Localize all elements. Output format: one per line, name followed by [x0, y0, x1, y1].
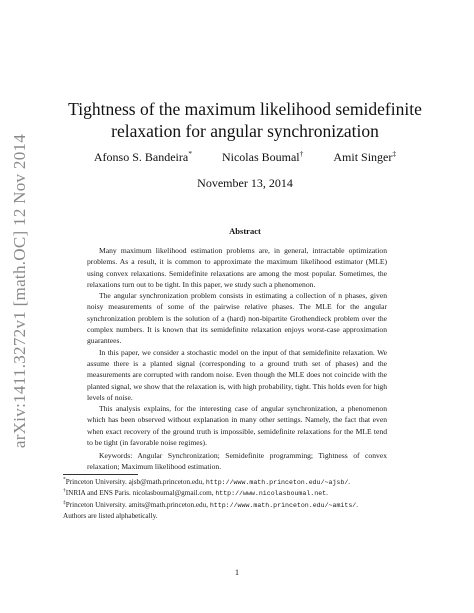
footnote: *Princeton University. ajsb@math.princeton.edu, http://www.math.princeton.edu/~ajsb/. — [63, 476, 351, 486]
paper-date: November 13, 2014 — [197, 176, 293, 190]
author-footnote-mark: ‡ — [392, 149, 397, 158]
abstract-heading: Abstract — [229, 226, 261, 236]
author-footnote-mark: * — [188, 149, 192, 158]
author-footnote-mark: † — [299, 149, 304, 158]
abstract-paragraph: This analysis explains, for the interesting case of angular synchronization, a phenomenon which has been observed without explanation in many other settings. Namely, the fact that even when exact recovery of the ground truth is impossible, semidefinite relaxations for the MLE tend to be tight (in favorable noise regimes). — [87, 404, 387, 448]
footnote-link[interactable]: http://www.math.princeton.edu/~ajsb/ — [205, 479, 349, 486]
footnotes — [63, 477, 413, 523]
footnote-rule — [63, 474, 138, 475]
author: Amit Singer‡ — [333, 149, 397, 164]
author-list — [60, 150, 430, 165]
footnote: †INRIA and ENS Paris. nicolasboumal@gmail.com, http://www.nicolasboumal.net. — [63, 488, 328, 498]
author: Nicolas Boumal† — [221, 149, 304, 164]
abstract-paragraph: In this paper, we consider a stochastic model on the input of that semidefinite relaxation. We assume there is a planted signal (corresponding to a ground truth set of phases) and the measurements are corrupted with random noise. Even though the MLE does not coincide with the planted signal, we show that the relaxation is, with high probability, tight. This holds even for high levels of noise. — [87, 347, 387, 402]
arxiv-identifier-stamp — [0, 133, 40, 449]
footnote-link[interactable]: http://www.math.princeton.edu/~amits/ — [209, 501, 357, 509]
paper-title: Tightness of the maximum likelihood semidefinite relaxation for angular synchronization — [68, 99, 422, 141]
footnote: Authors are listed alphabetically. — [63, 512, 158, 521]
footnote: ‡Princeton University. amits@math.princeton.edu, http://www.math.princeton.edu/~amits/. — [63, 499, 359, 509]
arxiv-stamp-text: arXiv:1411.3272v1 [math.OC] 12 Nov 2014 — [10, 133, 29, 449]
footnote-link[interactable]: http://www.nicolasboumal.net — [215, 490, 327, 498]
keywords: Keywords: Angular Synchronization; Semidefinite programming; Tightness of convex relaxation; Maximum likelihood estimation. — [87, 451, 387, 472]
page-number: 1 — [234, 567, 240, 577]
abstract-paragraph: The angular synchronization problem consists in estimating a collection of n phases, given noisy measurements of some of the pairwise relative phases. The MLE for the angular synchronization problem is the solution of a (hard) non-bipartite Grothendieck problem over the complex numbers. It is known that its semidefinite relaxation enjoys worst-case approximation guarantees. — [87, 291, 387, 346]
abstract-body — [87, 245, 387, 448]
author: Afonso S. Bandeira* — [93, 149, 192, 164]
abstract-paragraph: Many maximum likelihood estimation problems are, in general, intractable optimization problems. As a result, it is common to approximate the maximum likelihood estimator (MLE) using convex relaxations. Semidefinite relaxations are among the most popular. Sometimes, the relaxations turn out to be tight. In this paper, we study such a phenomenon. — [87, 246, 387, 289]
